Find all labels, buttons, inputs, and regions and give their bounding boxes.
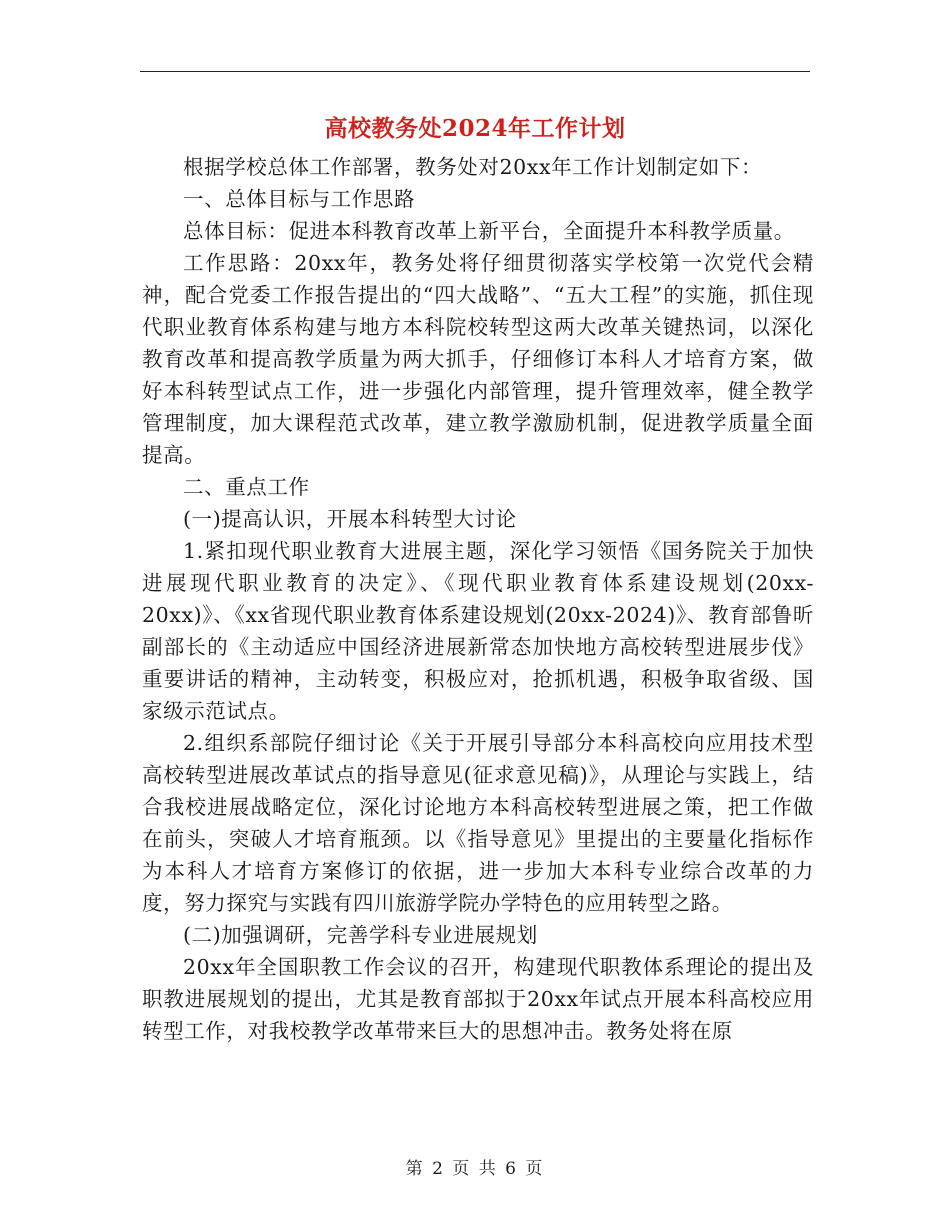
- document-body: [142, 151, 814, 1047]
- work-approach-paragraph: 工作思路：20xx年，教务处将仔细贯彻落实学校第一次党代会精神，配合党委工作报告提出的“四大战略”、“五大工程”的实施，抓住现代职业教育体系构建与地方本科院校转型这两大改革关键热词，以深化教育改革和提高教学质量为两大抓手，仔细修订本科人才培育方案，做好本科转型试点工作，进一步强化内部管理，提升管理效率，健全教学管理制度，加大课程范式改革，建立教学激励机制，促进教学质量全面提高。: [142, 251, 814, 467]
- intro-paragraph: 根据学校总体工作部署，教务处对20xx年工作计划制定如下：: [183, 155, 763, 179]
- header-rule: [140, 71, 810, 72]
- document-title: 高校教务处2024年工作计划: [324, 115, 626, 142]
- subsection-heading-2: (二)加强调研，完善学科专业进展规划: [183, 923, 538, 947]
- overall-goal-paragraph: 总体目标：促进本科教育改革上新平台，全面提升本科教学质量。: [183, 219, 795, 243]
- item-paragraph-2: 2.组织系部院仔细讨论《关于开展引导部分本科高校向应用技术型高校转型进展改革试点的指导意见(征求意见稿)》，从理论与实践上，结合我校进展战略定位，深化讨论地方本科高校转型进展之策，把工作做在前头，突破人才培育瓶颈。以《指导意见》里提出的主要量化指标作为本科人才培育方案修订的依据，进一步加大本科专业综合改革的力度，努力探究与实践有四川旅游学院办学特色的应用转型之路。: [142, 731, 814, 915]
- subsection-2-paragraph: 20xx年全国职教工作会议的召开，构建现代职教体系理论的提出及职教进展规划的提出，尤其是教育部拟于20xx年试点开展本科高校应用转型工作，对我校教学改革带来巨大的思想冲击。教务处将在原: [142, 955, 814, 1043]
- subsection-heading-1: (一)提高认识，开展本科转型大讨论: [183, 507, 517, 531]
- section-heading-2: 二、重点工作: [183, 475, 310, 499]
- item-paragraph-1: 1.紧扣现代职业教育大进展主题，深化学习领悟《国务院关于加快进展现代职业教育的决定》、《现代职业教育体系建设规划(20xx-20xx)》、《xx省现代职业教育体系建设规划(20xx-2024)》、教育部鲁昕副部长的《主动适应中国经济进展新常态加快地方高校转型进展步伐》重要讲话的精神，主动转变，积极应对，抢抓机遇，积极争取省级、国家级示范试点。: [142, 539, 814, 723]
- section-heading-1: 一、总体目标与工作思路: [183, 187, 416, 211]
- page-number-footer: 第 2 页 共 6 页: [405, 1159, 545, 1179]
